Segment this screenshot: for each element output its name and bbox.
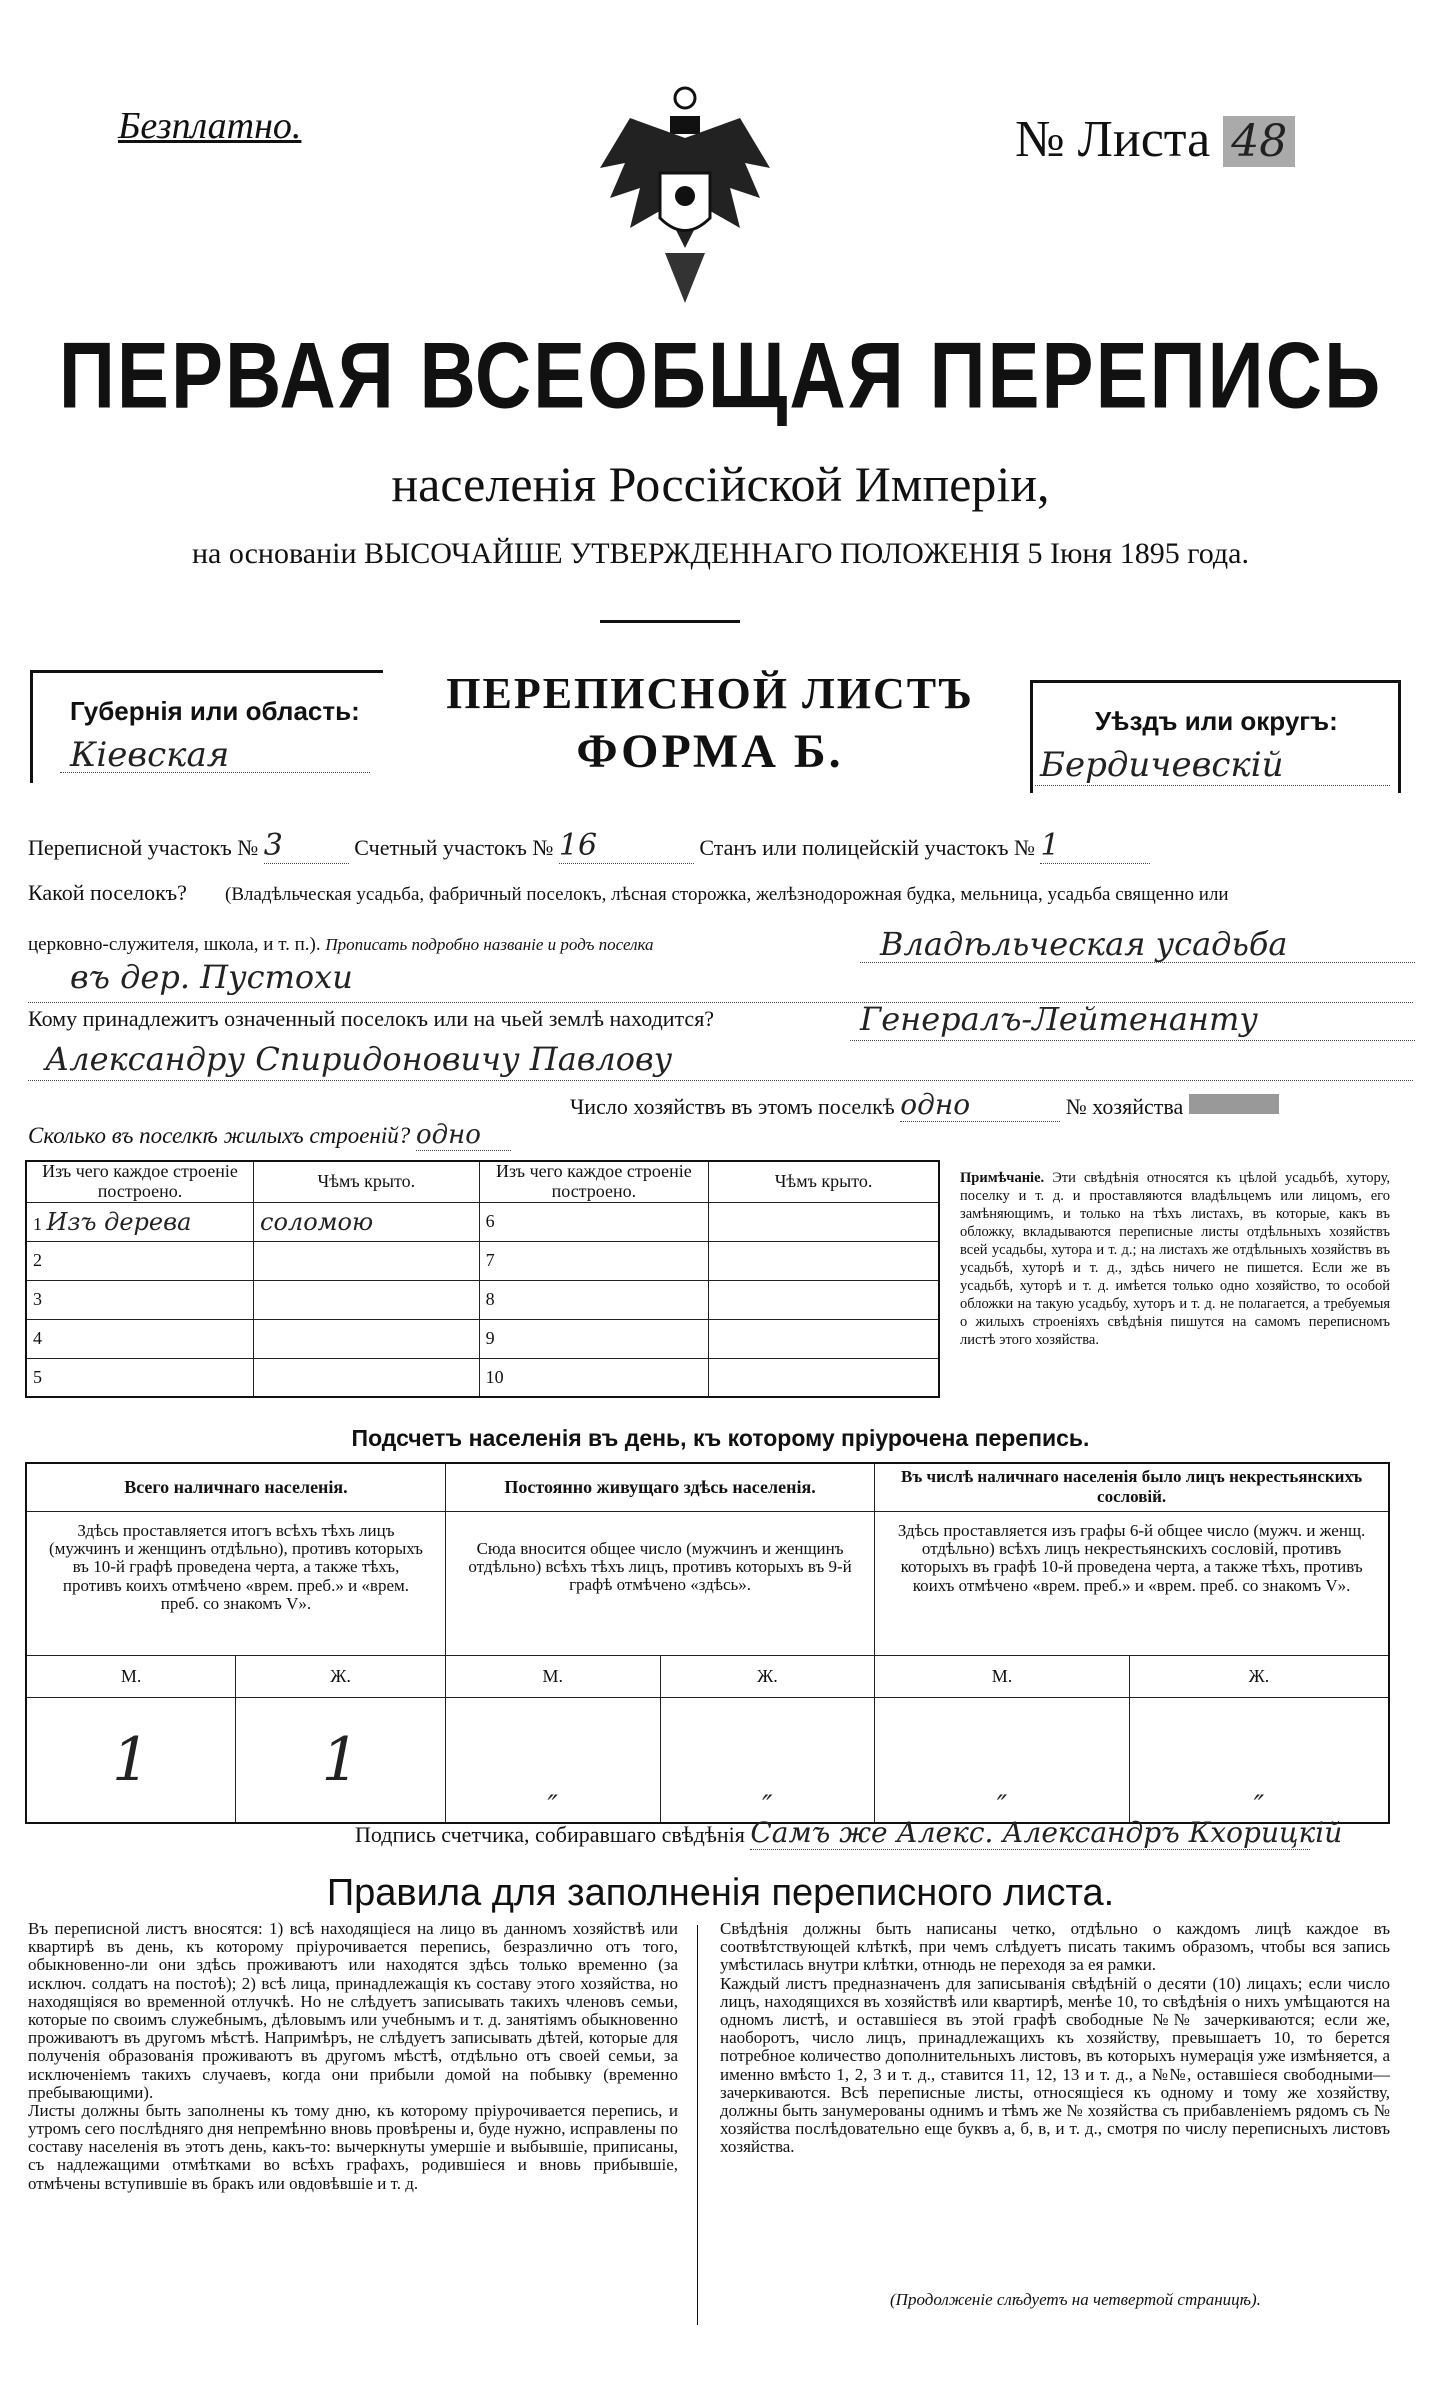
signature-row	[355, 1816, 1343, 1850]
district-line	[28, 828, 1418, 864]
roof-value	[254, 1241, 480, 1280]
col1-title: Всего наличнаго населенія.	[26, 1463, 445, 1511]
col-built-header-2: Изъ чего каждое строеніе построено.	[479, 1161, 708, 1202]
page-title: ПЕРВАЯ ВСЕОБЩАЯ ПЕРЕПИСЬ	[58, 322, 1383, 428]
signature-label: Подпись счетчика, собиравшаго свѣдѣнія	[355, 1822, 745, 1847]
built-value: Изъ дерева	[46, 1207, 192, 1236]
row-number: 8	[479, 1280, 708, 1319]
row-number: 5	[26, 1358, 254, 1397]
coat-of-arms-icon	[590, 78, 780, 308]
m-label: М.	[26, 1655, 236, 1697]
count-area-value: 16	[559, 828, 694, 864]
owner-rule-1	[850, 1040, 1415, 1041]
households-label: Число хозяйствъ въ этомъ поселкѣ	[570, 1094, 895, 1119]
signature-value: Самъ же Алекс. Александръ Кхорицкій	[750, 1816, 1343, 1849]
households-row	[570, 1088, 1279, 1122]
sheet-number-value: 48	[1223, 116, 1295, 167]
roof-value	[254, 1358, 480, 1397]
col1-f-value: 1	[236, 1697, 446, 1823]
row-number: 6	[479, 1202, 708, 1241]
col1-desc: Здѣсь проставляется итогъ всѣхъ тѣхъ лицъ (мужчинъ и женщинъ отдѣльно), противъ которыхъ въ 10-й графѣ проведена черта, а также тѣхъ, противъ коихъ отмѣчено «врем. преб.» и «врем. преб. со знакомъ V».	[26, 1511, 445, 1655]
col2-desc: Сюда вносится общее число (мужчинъ и женщинъ отдѣльно) всѣхъ тѣхъ лицъ, противъ которыхъ въ 9-й графѣ отмѣчено «здѣсь».	[445, 1511, 874, 1655]
owner-value-1: Генералъ-Лейтенанту	[860, 1000, 1258, 1038]
rules-heading: Правила для заполненія переписного листа.	[326, 1872, 1115, 1914]
household-no-label: № хозяйства	[1065, 1094, 1184, 1119]
owner-rule-2	[28, 1080, 1413, 1081]
rules-left: Въ переписной листъ вносятся: 1) всѣ находящіеся на лицо въ данномъ хозяйствѣ или квартирѣ въ день, къ которому пріурочивается перепись, безразлично отъ того, обыкновенно-ли они здѣсь проживаютъ или находятся здѣсь только временно (за исключ. солдатъ на постоѣ); 2) всѣ лица, принадлежащія къ составу этого хозяйства, но находящіяся во временной отлучкѣ. Но не слѣдуетъ записывать такихъ членовъ семьи, которые по своимъ служебнымъ, дѣловымъ или учебнымъ и т. д. занятіямъ обыкновенно проживаютъ въ другомъ мѣстѣ. Напримѣръ, не слѣдуетъ записывать дѣтей, которые для полученія образованія проживаютъ въ другомъ мѣстѣ, отдѣльно отъ своей семьи, за исключеніемъ такихъ случаевъ, когда они прибыли домой на побывку (временно пребывающими). Листы должны быть заполнены къ тому дню, къ которому пріурочивается перепись, и утромъ сего послѣдняго дня непремѣнно вновь провѣрены и, буде нужно, исправлены по составу населенія въ этотъ день, какъ-то: вычеркнуты умершіе и выбывшіе, приписаны, съ надлежащими отмѣтками во всѣхъ графахъ, родившіеся и вновь прибывшіе, отмѣчены вступившіе въ бракъ или овдовѣвшіе и т. д.	[28, 1919, 678, 2193]
settlement-value-2: въ дер. Пустохи	[70, 958, 353, 996]
settlement-rule-1	[860, 962, 1415, 963]
uezd-label: Уѣздъ или округъ:	[1095, 706, 1338, 736]
table-cell	[26, 1202, 254, 1241]
count-area-label: Счетный участокъ №	[354, 835, 554, 860]
settlement-hint-2-text: церковно-служителя, школа, и т. п.).	[28, 934, 321, 955]
population-heading: Подсчетъ населенія въ день, къ которому пріурочена перепись.	[351, 1425, 1090, 1451]
rules-continue: (Продолженіе слѣдуетъ на четвертой страницѣ).	[890, 2290, 1261, 2309]
settlement-label: Какой поселокъ?	[28, 880, 187, 905]
uezd-line	[1035, 785, 1390, 786]
roof-value	[709, 1202, 939, 1241]
row-number: 3	[26, 1280, 254, 1319]
owner-label: Кому принадлежитъ означенный поселокъ или на чьей землѣ находится?	[28, 1006, 715, 1031]
row-number: 10	[479, 1358, 708, 1397]
sheet-number-label: № Листа	[1015, 111, 1211, 168]
m-label: М.	[445, 1655, 660, 1697]
col1-m-value: 1	[26, 1697, 236, 1823]
roof-value	[254, 1280, 480, 1319]
f-label: Ж.	[660, 1655, 875, 1697]
sheet-number	[1015, 110, 1295, 169]
stan-label: Станъ или полицейскій участокъ №	[699, 835, 1035, 860]
row-number: 1	[33, 1213, 42, 1234]
rules-right: Свѣдѣнія должны быть написаны четко, отдѣльно о каждомъ лицѣ каждое въ соотвѣтствующей клѣткѣ, при чемъ слѣдуетъ писать такимъ образомъ, чтобы вся запись умѣстилась внутри клѣтки, отнюдь не переходя за ея рамки. Каждый листъ предназначенъ для записыванія свѣдѣній о десяти (10) лицахъ; если число лицъ, находящихся въ хозяйствѣ или квартирѣ, менѣе 10, то свѣдѣнія о нихъ умѣщаются на одномъ листѣ, и оставшіеся въ этой графѣ свободные №№ зачеркиваются; если же, наоборотъ, число лицъ, принадлежащихъ къ хозяйству, превышаетъ 10, то берется потребное количество дополнительныхъ листовъ, въ которыхъ нумерація уже измѣняется, а именно вмѣсто 1, 2, 3 и т. д., ставится 11, 12, 13 и т. д., а №№, оставшіеся свободными—зачеркиваются. Всѣ переписные листы, относящіеся къ одному и тому же хозяйству, должны быть занумерованы однимъ и тѣмъ же № хозяйства съ прибавленіемъ рядомъ съ № хозяйства послѣдовательно еще буквъ а, б, в, и т. д., смотря по числу переписныхъ листовъ хозяйства.	[720, 1919, 1390, 2157]
col-roof-header-2: Чѣмъ крыто.	[709, 1161, 939, 1202]
row-number: 2	[26, 1241, 254, 1280]
col3-f-value: ″	[1129, 1697, 1389, 1823]
col-roof-header: Чѣмъ крыто.	[254, 1161, 480, 1202]
col2-title: Постоянно живущаго здѣсь населенія.	[445, 1463, 874, 1511]
census-area-value: 3	[264, 828, 349, 864]
roof-value	[709, 1241, 939, 1280]
f-label: Ж.	[1129, 1655, 1389, 1697]
population-table	[25, 1462, 1390, 1824]
gubernia-line	[60, 772, 370, 773]
col2-m-value: ″	[445, 1697, 660, 1823]
buildings-table	[25, 1160, 940, 1398]
settlement-value-1: Владѣльческая усадьба	[880, 925, 1288, 963]
owner-value-2: Александру Спиридоновичу Павлову	[45, 1040, 673, 1078]
form-title: ПЕРЕПИСНОЙ ЛИСТЪ	[446, 669, 974, 718]
divider	[600, 620, 740, 623]
census-area-label: Переписной участокъ №	[28, 835, 259, 860]
note-text: Эти свѣдѣнія относятся къ цѣлой усадьбѣ, хутору, поселку и т. д. и проставляются владѣльцемъ или лицомъ, его замѣняющимъ, и только на тѣхъ листахъ, въ которые, какъ въ обложку, вкладываются переписные листы отдѣльныхъ хозяйствъ всей усадьбы, хутора и т. д.; на листахъ же отдѣльныхъ хозяйствъ въ усадьбѣ, хуторѣ и т. д., здѣсь ничего не пишется. Если же въ усадьбѣ, хуторѣ и т. д. имѣется только одно хозяйство, то особой обложки на такую усадьбу, хуторъ и т. д. не полагается, а требуемыя о жилыхъ строеніяхъ свѣдѣнія пишутся на самомъ переписномъ листѣ этого хозяйства.	[960, 1170, 1391, 1348]
roof-value	[254, 1319, 480, 1358]
household-no-field	[1189, 1094, 1279, 1114]
col2-f-value: ″	[660, 1697, 875, 1823]
uezd-value: Бердичевскій	[1040, 745, 1284, 785]
roof-value: соломою	[254, 1202, 480, 1241]
page-subtitle: населенія Россійской Имперіи,	[391, 456, 1050, 512]
col3-m-value: ″	[875, 1697, 1130, 1823]
row-number: 4	[26, 1319, 254, 1358]
buildings-label: Сколько въ поселкѣ жилыхъ строеній?	[28, 1123, 411, 1148]
settlement-hint-1: (Владѣльческая усадьба, фабричный поселокъ, лѣсная сторожка, желѣзнодорожная будка, мельница, усадьба священно или	[225, 884, 1229, 905]
note-title: Примѣчаніе.	[960, 1170, 1045, 1186]
buildings-value: одно	[416, 1120, 511, 1151]
settlement-hint-2	[28, 934, 654, 956]
basis-line: на основаніи ВЫСОЧАЙШЕ УТВЕРЖДЕННАГО ПОЛОЖЕНІЯ 5 Іюня 1895 года.	[192, 537, 1249, 570]
row-number: 9	[479, 1319, 708, 1358]
stan-value: 1	[1040, 828, 1150, 864]
col3-desc: Здѣсь проставляется изъ графы 6-й общее число (мужч. и женщ. отдѣльно) всѣхъ лицъ некрестьянскихъ сословій, противъ которыхъ въ графѣ 10-й проведена черта, а также тѣхъ, противъ коихъ отмѣчено «врем. преб.» и «врем. преб. со знакомъ V».	[875, 1511, 1389, 1655]
roof-value	[709, 1319, 939, 1358]
roof-value	[709, 1358, 939, 1397]
rules-divider	[697, 1925, 698, 2325]
gubernia-label: Губернія или область:	[70, 696, 360, 726]
settlement-hint-italic: Прописать подробно названіе и родъ поселка	[325, 935, 654, 954]
roof-value	[709, 1280, 939, 1319]
col-built-header: Изъ чего каждое строеніе построено.	[26, 1161, 254, 1202]
buildings-row	[28, 1120, 511, 1151]
form-name: ФОРМА Б.	[576, 725, 844, 778]
row-number: 7	[479, 1241, 708, 1280]
f-label: Ж.	[236, 1655, 446, 1697]
note	[960, 1170, 1390, 1350]
col3-title: Въ числѣ наличнаго населенія было лицъ некрестьянскихъ сословій.	[875, 1463, 1389, 1511]
households-value: одно	[900, 1088, 1060, 1122]
free-label: Безплатно.	[118, 105, 302, 147]
gubernia-value: Кіевская	[70, 735, 230, 775]
m-label: М.	[875, 1655, 1130, 1697]
